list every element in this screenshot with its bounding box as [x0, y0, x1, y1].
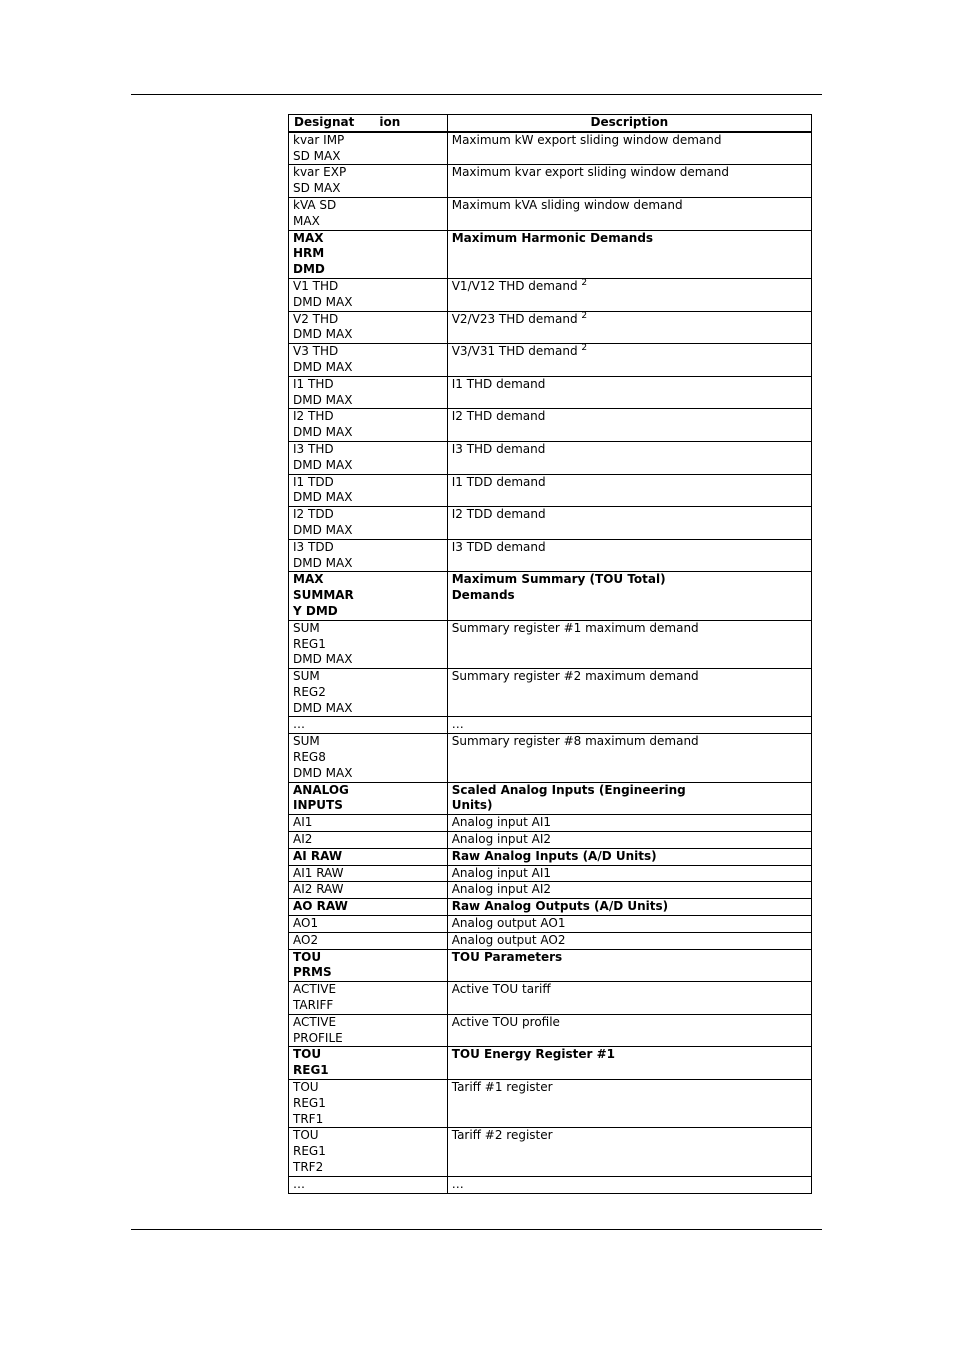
description-text: V2/V23 THD demand: [451, 311, 578, 326]
designation-cell: [289, 882, 448, 899]
table-row: [289, 539, 812, 572]
designation-cell: [289, 865, 448, 882]
designation-text: AI1 RAW: [293, 865, 344, 880]
designation-cell: [289, 669, 448, 717]
description-text: Raw Analog Inputs (A/D Units): [451, 848, 657, 863]
description-cell: [447, 474, 811, 507]
description-text: Analog input AI2: [451, 832, 552, 847]
table-row: [289, 197, 812, 230]
designation-cell: [289, 1176, 448, 1193]
description-text: I2 TDD demand: [451, 507, 546, 522]
description-cell: [447, 132, 811, 165]
header-rule: [131, 94, 822, 95]
description-text: TOU Energy Register #1: [451, 1047, 616, 1062]
section-row: [289, 848, 812, 865]
table-row: [289, 669, 812, 717]
table-row: [289, 717, 812, 734]
description-text: I1 THD demand: [451, 376, 546, 391]
description-text: Maximum kW export sliding window demand: [451, 132, 722, 147]
description-cell: [447, 717, 811, 734]
designation-text: kvar IMP SD MAX: [293, 132, 345, 163]
description-cell: [447, 197, 811, 230]
designation-text: AI2: [293, 832, 313, 847]
table-row: [289, 1080, 812, 1128]
description-cell: [447, 899, 811, 916]
designation-text: SUM REG2 DMD MAX: [293, 669, 353, 715]
designation-cell: [289, 165, 448, 198]
description-header: Description: [447, 115, 811, 132]
designation-cell: [289, 572, 448, 620]
table-row: [289, 916, 812, 933]
designation-text: I1 THD DMD MAX: [293, 376, 353, 407]
table-row: [289, 932, 812, 949]
description-text: Analog input AI2: [451, 882, 552, 897]
table-row: [289, 1128, 812, 1176]
designation-cell: [289, 734, 448, 782]
table-row: [289, 409, 812, 442]
designation-text: AI RAW: [293, 848, 343, 863]
description-text: …: [451, 1176, 464, 1191]
designation-cell: [289, 832, 448, 849]
designation-cell: [289, 982, 448, 1015]
designation-text: kVA SD MAX: [293, 197, 337, 228]
designation-cell: [289, 441, 448, 474]
designation-text: V1 THD DMD MAX: [293, 278, 353, 309]
designation-text: AI2 RAW: [293, 882, 344, 897]
section-row: [289, 782, 812, 815]
table-row: [289, 441, 812, 474]
description-cell: [447, 848, 811, 865]
description-text: Analog input AI1: [451, 815, 552, 830]
designation-text: AO RAW: [293, 899, 348, 914]
description-cell: [447, 932, 811, 949]
designation-text: …: [293, 1176, 305, 1191]
designation-text: SUM REG1 DMD MAX: [293, 620, 353, 667]
description-cell: [447, 669, 811, 717]
table-row: [289, 474, 812, 507]
register-table: [288, 114, 812, 1194]
table-row: [289, 734, 812, 782]
description-cell: [447, 1014, 811, 1047]
table-row: [289, 882, 812, 899]
designation-text: V3 THD DMD MAX: [293, 344, 353, 374]
description-cell: [447, 441, 811, 474]
table-row: [289, 507, 812, 540]
designation-cell: [289, 1047, 448, 1080]
designation-text: I3 THD DMD MAX: [293, 441, 353, 472]
footnote-marker: 2: [581, 277, 588, 288]
table-body: [289, 132, 812, 1193]
designation-cell: [289, 132, 448, 165]
designation-text: ANALOG INPUTS: [293, 782, 349, 813]
description-text: I3 TDD demand: [451, 539, 546, 554]
designation-text: TOU REG1 TRF2: [293, 1128, 326, 1174]
description-cell: [447, 882, 811, 899]
description-cell: [447, 982, 811, 1015]
table-row: [289, 1014, 812, 1047]
description-cell: [447, 278, 811, 311]
description-cell: [447, 230, 811, 278]
designation-cell: [289, 376, 448, 409]
designation-text: I1 TDD DMD MAX: [293, 474, 353, 505]
description-text: I1 TDD demand: [451, 474, 546, 489]
description-cell: [447, 344, 811, 377]
designation-cell: [289, 717, 448, 734]
description-text: Tariff #2 register: [451, 1128, 553, 1143]
footer-rule: [131, 1229, 822, 1230]
description-cell: [447, 376, 811, 409]
description-text: Maximum kvar export sliding window demand: [451, 165, 730, 180]
description-text: Summary register #1 maximum demand: [451, 620, 699, 635]
designation-cell: [289, 916, 448, 933]
description-text: Analog input AI1: [451, 865, 552, 880]
designation-text: I2 THD DMD MAX: [293, 409, 353, 440]
table-row: [289, 165, 812, 198]
description-text: I2 THD demand: [451, 409, 546, 424]
description-cell: [447, 1128, 811, 1176]
description-cell: [447, 734, 811, 782]
designation-text: kvar EXP SD MAX: [293, 165, 347, 196]
description-text: Maximum kVA sliding window demand: [451, 197, 683, 212]
description-cell: [447, 949, 811, 982]
description-text: TOU Parameters: [451, 949, 563, 964]
designation-cell: [289, 949, 448, 982]
table-row: [289, 344, 812, 377]
table-row: [289, 278, 812, 311]
description-text: Analog output AO2: [451, 932, 566, 947]
section-row: [289, 572, 812, 620]
table-row: [289, 832, 812, 849]
designation-text: TOU REG1 TRF1: [293, 1080, 326, 1126]
footnote-marker: 2: [581, 310, 588, 321]
designation-text: AO2: [293, 932, 319, 947]
description-text: …: [451, 717, 464, 732]
designation-text: I2 TDD DMD MAX: [293, 507, 353, 537]
description-text: Summary register #2 maximum demand: [451, 669, 699, 684]
description-cell: [447, 832, 811, 849]
description-cell: [447, 782, 811, 815]
description-cell: [447, 865, 811, 882]
designation-cell: [289, 932, 448, 949]
table-row: [289, 376, 812, 409]
section-row: [289, 230, 812, 278]
designation-cell: [289, 197, 448, 230]
description-cell: [447, 507, 811, 540]
designation-text: ACTIVE TARIFF: [293, 982, 337, 1013]
description-text: I3 THD demand: [451, 441, 546, 456]
description-text: Maximum Harmonic Demands: [451, 230, 654, 245]
section-row: [289, 1047, 812, 1080]
description-text: Analog output AO1: [451, 916, 566, 931]
description-cell: [447, 1080, 811, 1128]
section-row: [289, 949, 812, 982]
description-text: Active TOU profile: [451, 1014, 560, 1029]
designation-cell: [289, 1014, 448, 1047]
description-cell: [447, 620, 811, 668]
table-row: [289, 132, 812, 165]
designation-text: AO1: [293, 916, 319, 931]
designation-cell: [289, 507, 448, 540]
table-row: [289, 815, 812, 832]
designation-cell: [289, 815, 448, 832]
description-cell: [447, 572, 811, 620]
designation-text: V2 THD DMD MAX: [293, 311, 353, 342]
description-cell: [447, 409, 811, 442]
description-text: Scaled Analog Inputs (Engineering Units): [451, 782, 686, 813]
description-text: Tariff #1 register: [451, 1080, 553, 1095]
description-text: V3/V31 THD demand: [451, 344, 578, 359]
designation-cell: [289, 539, 448, 572]
designation-text: MAX HRM DMD: [293, 230, 325, 277]
table-row: [289, 620, 812, 668]
table-header-row: [289, 115, 812, 132]
description-text: V1/V12 THD demand: [451, 278, 578, 293]
designation-cell: [289, 230, 448, 278]
designation-cell: [289, 620, 448, 668]
description-cell: [447, 916, 811, 933]
footnote-marker: 2: [581, 343, 588, 354]
table-row: [289, 311, 812, 344]
designation-cell: [289, 899, 448, 916]
designation-cell: [289, 1128, 448, 1176]
table-row: [289, 865, 812, 882]
designation-cell: [289, 474, 448, 507]
designation-cell: [289, 782, 448, 815]
designation-cell: [289, 409, 448, 442]
designation-text: …: [293, 717, 305, 732]
designation-cell: [289, 848, 448, 865]
designation-text: I3 TDD DMD MAX: [293, 539, 353, 570]
designation-text: TOU REG1: [293, 1047, 329, 1078]
description-cell: [447, 1176, 811, 1193]
designation-cell: [289, 344, 448, 377]
designation-text: MAX SUMMARY DMD: [293, 572, 354, 618]
designation-cell: [289, 1080, 448, 1128]
description-cell: [447, 815, 811, 832]
designation-text: ACTIVE PROFILE: [293, 1014, 343, 1045]
designation-text: AI1: [293, 815, 313, 830]
designation-cell: [289, 278, 448, 311]
description-text: Summary register #8 maximum demand: [451, 734, 699, 749]
designation-text: TOU PRMS: [293, 949, 332, 980]
description-text: Maximum Summary (TOU Total) Demands: [451, 572, 666, 603]
designation-text: SUM REG8 DMD MAX: [293, 734, 353, 780]
description-cell: [447, 539, 811, 572]
description-text: Active TOU tariff: [451, 982, 551, 997]
table-row: [289, 982, 812, 1015]
section-row: [289, 899, 812, 916]
designation-cell: [289, 311, 448, 344]
description-cell: [447, 165, 811, 198]
description-cell: [447, 1047, 811, 1080]
table-row: [289, 1176, 812, 1193]
designation-header: Designat ion: [289, 115, 448, 132]
description-cell: [447, 311, 811, 344]
description-text: Raw Analog Outputs (A/D Units): [451, 899, 669, 914]
